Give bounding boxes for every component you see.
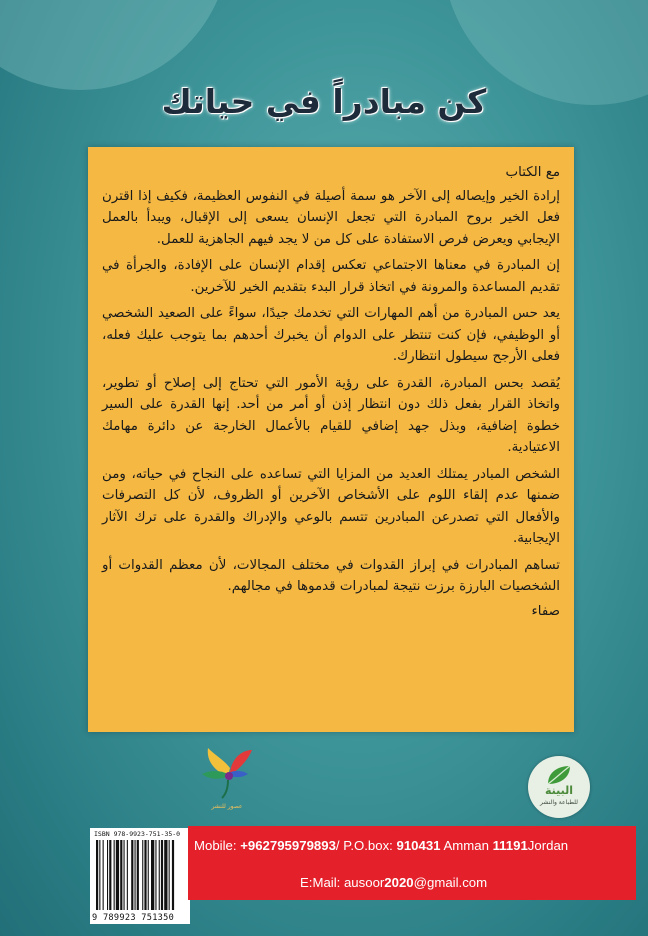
blurb-panel [88,147,574,732]
blurb-paragraph-3: يعد حس المبادرة من أهم المهارات التي تخدمك جيدًا، سواءً على الصعيد الشخصي أو الوظيفي، فإن كنت تنتظر على الدوام أن يخبرك أحدهم بما يتوجب عليك فعله، فعلى الأرجح سيطول انتظارك. [102,306,560,364]
pobox-number: 910431 [396,838,441,853]
blurb-paragraph-4: يُقصد بحس المبادرة، القدرة على رؤية الأمور التي تحتاج إلى إصلاح أو تطوير، واتخاذ القرار بفعل ذلك دون انتظار إذن أو أمر من أحد. إنها القدرة على السير خطوة إضافية، وبذل جهد إضافي للقيام بالأعمال الخارجة عن دائرة مهامك الاعتيادية. [102,375,560,455]
country: Jordan [527,838,569,853]
blurb-heading: مع الكتاب [505,165,560,180]
blurb-paragraph-2: إن المبادرة في معناها الاجتماعي تعكس إقدام الإنسان على الإفادة، والجرأة في تقديم المساعدة والمرونة في اتخاذ قرار البدء بتقديم الخير للآخرين. [102,258,560,295]
email-line [300,875,487,890]
blurb-paragraph-6: تساهم المبادرات في إبراز القدوات في مختلف المجالات، لأن معظم القدوات أو الشخصيات البارزة برزت نتيجة لمبادرات قدموها في مجالهم. [102,557,560,594]
mobile-number: +962795979893 [240,838,336,853]
email-number: 2020 [384,875,414,890]
blurb-paragraph-5: الشخص المبادر يمتلك العديد من المزايا التي تساعده على النجاح في حياته، ومن ضمنها عدم إلقاء اللوم على الأشخاص الآخرين أو الظروف، لأن كل التصرفات والأفعال التي تصدرعن المبادرين تتسم بالوعي والإدراك والقدرة على ترك الآثار الإيجابية. [102,466,560,546]
zip-code: 11191 [492,838,528,853]
mobile-label: Mobile: [194,838,241,853]
blurb-paragraph-1: إرادة الخير وإيصاله إلى الآخر هو سمة أصيلة في النفوس العظيمة، فكيف إذا اقترن فعل الخير بروح المبادرة التي تجعل الإنسان يسعى إلى الإقبال، ويبدأ بالعمل الإيجابي ويعرض فرص الاستفادة على كل من لا يجد فيهم الجاهزية للعمل. [102,188,560,247]
isbn-label: ISBN 978-9923-751-35-0 [94,830,181,838]
publisher-name: البينة [544,784,574,797]
imprint-caption: عصور للنشر [211,803,243,810]
city: Amman [440,838,493,853]
publisher-subtitle: للطباعة والنشر [540,799,578,806]
contact-bar [188,826,636,866]
barcode [90,828,190,924]
email-label: E:Mail: ausoor [300,875,385,890]
barcode-bars [96,840,184,910]
contact-line [194,838,568,853]
book-title: كن مبادراً في حياتك [161,82,487,121]
blurb-signature: صفاء [531,603,560,619]
blurb-text [102,162,560,627]
decorative-circle-left [0,0,230,90]
barcode-digits: 9 789923 751350 [92,913,175,923]
email-bar [188,866,636,900]
leaf-icon [546,764,572,786]
pobox-label: / P.O.box: [335,838,397,853]
bird-icon [198,742,256,800]
email-domain: @gmail.com [413,875,488,890]
publisher-logo [528,756,590,818]
imprint-logo [198,742,256,810]
